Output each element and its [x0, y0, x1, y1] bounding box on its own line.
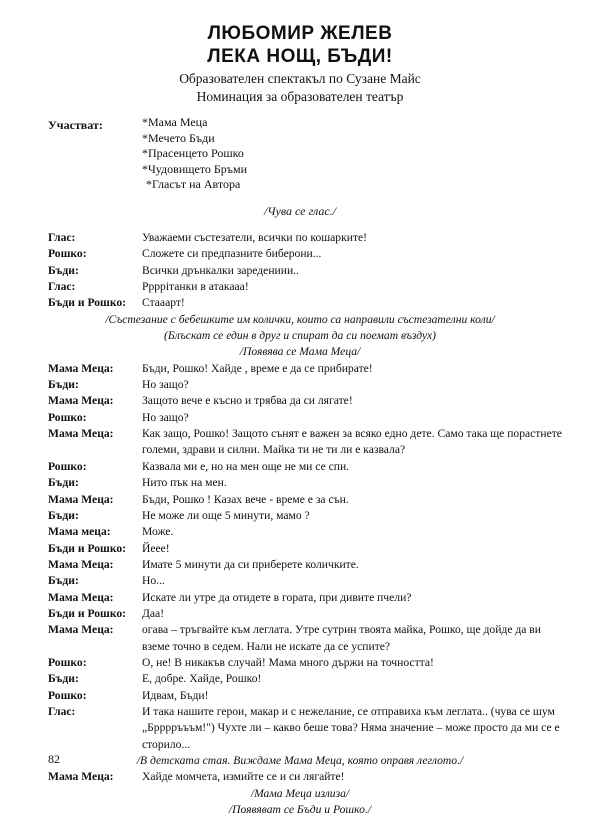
speaker-name: Рошко: [48, 655, 87, 669]
dialog-line [48, 459, 568, 475]
speaker-name: Бъди: [48, 378, 79, 392]
spoken-line: Искате ли утре да отидете в гората, при дивите пчели? [142, 590, 412, 604]
cast-member: *Чудовището Бръми [142, 161, 247, 176]
dialog-line [48, 410, 568, 426]
author-heading: ЛЮБОМИР ЖЕЛЕВ [207, 23, 393, 44]
stage-direction: /Появява се Мама Меца/ [239, 345, 361, 359]
spoken-line: Идвам, Бъди! [142, 688, 209, 702]
spoken-line: Йеее! [142, 541, 170, 555]
speaker-name: Бъди: [48, 508, 79, 522]
dialog-line [48, 295, 568, 311]
speaker-name: Рошко: [48, 410, 87, 424]
speaker-name: Глас: [48, 280, 76, 294]
subtitle-description: Образователен спектакъл по Сузане Майс [179, 71, 421, 86]
dialog-line [48, 361, 568, 377]
speaker-name: Рошко: [48, 459, 87, 473]
speaker-name: Бъди: [48, 574, 79, 588]
spoken-line: Бъди, Рошко! Хайде , време е да се прибирате! [142, 361, 373, 375]
spoken-line: Не може ли още 5 минути, мамо ? [142, 508, 310, 522]
dialog-line [48, 263, 568, 279]
cast-member: *Гласът на Автора [146, 177, 241, 191]
dialog-line [48, 655, 568, 671]
dialog-line [48, 246, 568, 262]
dialog-line [48, 590, 568, 606]
spoken-line: Но защо? [142, 378, 189, 392]
stage-direction: (Блъскат се един в друг и спират да си поемат въздух) [164, 329, 436, 343]
dialog-block [48, 230, 568, 818]
spoken-line: Нито пък на мен. [142, 476, 227, 490]
play-title: ЛЕКА НОЩ, БЪДИ! [207, 46, 393, 67]
dialog-line [48, 688, 568, 704]
speaker-name: Глас: [48, 231, 76, 244]
spoken-line: Даа! [142, 606, 165, 620]
dialog-line [48, 508, 568, 524]
spoken-line: Всички дрънкалки заредениии.. [142, 263, 299, 277]
speaker-name: Мама Меца: [48, 557, 114, 571]
speaker-name: Мама Меца: [48, 427, 114, 441]
speaker-name: Бъди: [48, 476, 79, 490]
spoken-line: Уважаеми състезатели, всички по кошарките! [142, 231, 368, 244]
spoken-line: И така нашите герои, макар и с нежелание, се отправиха към леглата.. (чува се шум „Брррръъъм!") Чухте ли – какво беше това? Няма значение – може просто да ми се е сторило... [142, 704, 560, 751]
subtitle-nomination: Номинация за образователен театър [196, 89, 404, 104]
dialog-line [48, 524, 568, 540]
speaker-name: Рошко: [48, 247, 87, 261]
spoken-line: Как защо, Рошко! Защото сънят е важен за всяко едно дете. Само така ще порастнете големи, здрави и силни. Майка ти не ти ли е казвала? [142, 427, 562, 457]
dialog-line [48, 230, 568, 246]
dialog-line [48, 704, 568, 753]
dialog-line [48, 475, 568, 491]
speaker-name: Мама Меца: [48, 394, 114, 408]
spoken-line: Бъди, Рошко ! Казах вече - време е за сън. [142, 492, 349, 506]
stage-direction: /В детската стая. Виждаме Мама Меца, която оправя леглото./ [136, 754, 464, 767]
stage-direction: /Състезание с бебешките им колички, които са направили състезателни коли/ [105, 312, 495, 326]
speaker-name: Бъди: [48, 263, 79, 277]
page-number: 82 [48, 752, 60, 766]
speaker-name: Бъди: [48, 672, 79, 686]
cast-list [142, 115, 247, 193]
spoken-line: Но защо? [142, 410, 189, 424]
stage-direction: /Появяват се Бъди и Рошко./ [228, 803, 372, 817]
dialog-line [48, 622, 568, 655]
spoken-line: Казвала ми е, но на мен още не ми се спи. [142, 459, 350, 473]
dialog-line [48, 573, 568, 589]
speaker-name: Глас: [48, 704, 76, 718]
dialog-line [48, 279, 568, 295]
speaker-name: Бъди и Рошко: [48, 541, 127, 555]
spoken-line: огава – тръгвайте към леглата. Утре сутрин твоята майка, Рошко, ще дойде да ви вземе точно в седем. Нали не искате да се успите? [142, 623, 541, 653]
spoken-line: Сложете си предпазните биберони... [142, 247, 322, 261]
spoken-line: Защото вече е късно и трябва да си лягате! [142, 394, 353, 408]
spoken-line: Ррррітанки в атакааа! [142, 280, 249, 294]
speaker-name: Бъди и Рошко: [48, 296, 127, 310]
spoken-line: Може. [142, 525, 174, 539]
speaker-name: Рошко: [48, 688, 87, 702]
dialog-line [48, 606, 568, 622]
stage-direction: /Мама Меца излиза/ [250, 786, 350, 800]
dialog-line [48, 393, 568, 409]
speaker-name: Мама меца: [48, 525, 111, 539]
spoken-line: О, не! В никакъв случай! Мама много държи на точността! [142, 655, 434, 669]
dialog-line [48, 671, 568, 687]
dialog-line [48, 492, 568, 508]
speaker-name: Мама Меца: [48, 492, 114, 506]
speaker-name: Бъди и Рошко: [48, 606, 127, 620]
speaker-name: Мама Меца: [48, 623, 114, 637]
spoken-line: Но... [142, 574, 165, 588]
cast-member: *Прасенцето Рошко [142, 146, 244, 160]
dialog-line [48, 769, 568, 785]
spoken-line: Имате 5 минути да си приберете количките. [142, 557, 359, 571]
speaker-name: Мама Меца: [48, 590, 114, 604]
dialog-line [48, 541, 568, 557]
spoken-line: Е, добре. Хайде, Рошко! [142, 672, 262, 686]
cast-member: *Мама Меца [142, 115, 208, 129]
dialog-line [48, 426, 568, 459]
speaker-name: Мама Меца: [48, 361, 114, 375]
spoken-line: Хайде момчета, измийте се и си лягайте! [142, 770, 345, 784]
speaker-name: Мама Меца: [48, 770, 114, 784]
cast-member: *Мечето Бъди [142, 130, 215, 145]
spoken-line: Стааарт! [142, 296, 185, 310]
cast-label: Участват: [48, 118, 103, 132]
dialog-line [48, 557, 568, 573]
opening-stage-direction: /Чува се глас./ [263, 204, 337, 218]
dialog-line [48, 377, 568, 393]
